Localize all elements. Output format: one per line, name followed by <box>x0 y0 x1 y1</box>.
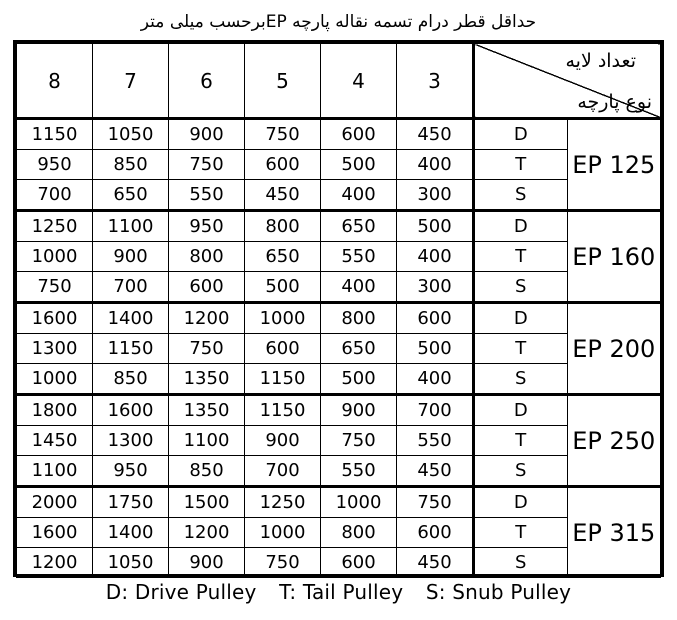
fabric-type-cell: EP 200 <box>567 303 661 395</box>
diameter-cell: 500 <box>321 150 397 180</box>
diameter-cell: 1250 <box>17 211 93 242</box>
diameter-cell: 600 <box>321 548 397 578</box>
diameter-cell: 650 <box>321 211 397 242</box>
table-row <box>17 119 661 150</box>
diameter-cell: 900 <box>169 548 245 578</box>
diameter-cell: 600 <box>169 272 245 303</box>
diameter-cell: 1150 <box>245 395 321 426</box>
diameter-cell: 1200 <box>169 303 245 334</box>
diameter-cell: 700 <box>397 395 474 426</box>
diameter-cell: 600 <box>245 334 321 364</box>
diameter-cell: 1000 <box>245 518 321 548</box>
diameter-cell: 750 <box>169 150 245 180</box>
diameter-cell: 800 <box>321 518 397 548</box>
table-row <box>17 456 661 487</box>
pulley-code-cell: T <box>474 334 568 364</box>
diameter-cell: 400 <box>397 150 474 180</box>
header-row <box>17 44 661 119</box>
diameter-cell: 800 <box>169 242 245 272</box>
diameter-cell: 1600 <box>93 395 169 426</box>
diameter-cell: 450 <box>397 456 474 487</box>
data-table <box>16 43 661 578</box>
table-row <box>17 364 661 395</box>
diameter-cell: 400 <box>397 364 474 395</box>
table-row <box>17 518 661 548</box>
table-row <box>17 395 661 426</box>
diameter-cell: 450 <box>397 119 474 150</box>
diameter-cell: 900 <box>245 426 321 456</box>
diameter-cell: 1150 <box>93 334 169 364</box>
diameter-cell: 650 <box>321 334 397 364</box>
layer-header-3: 3 <box>397 44 474 119</box>
legend-snub: S: Snub Pulley <box>425 580 572 604</box>
corner-header <box>474 44 661 119</box>
pulley-code-cell: S <box>474 548 568 578</box>
fabric-type-cell: EP 315 <box>567 487 661 578</box>
diameter-cell: 1000 <box>17 364 93 395</box>
diameter-cell: 500 <box>397 211 474 242</box>
pulley-code-cell: D <box>474 395 568 426</box>
layer-header-8: 8 <box>17 44 93 119</box>
diameter-cell: 950 <box>169 211 245 242</box>
diameter-cell: 900 <box>321 395 397 426</box>
table-row <box>17 272 661 303</box>
diameter-cell: 1300 <box>17 334 93 364</box>
pulley-code-cell: S <box>474 272 568 303</box>
diameter-cell: 1200 <box>169 518 245 548</box>
diameter-cell: 1500 <box>169 487 245 518</box>
diameter-cell: 900 <box>93 242 169 272</box>
legend-drive: D: Drive Pulley <box>105 580 257 604</box>
diameter-cell: 1750 <box>93 487 169 518</box>
diameter-cell: 400 <box>321 180 397 211</box>
pulley-code-cell: S <box>474 456 568 487</box>
diameter-cell: 400 <box>397 242 474 272</box>
table-row <box>17 487 661 518</box>
drum-diameter-table <box>13 40 664 577</box>
diameter-cell: 450 <box>245 180 321 211</box>
pulley-code-cell: D <box>474 119 568 150</box>
table-row <box>17 334 661 364</box>
pulley-code-cell: S <box>474 364 568 395</box>
diameter-cell: 650 <box>245 242 321 272</box>
diameter-cell: 700 <box>93 272 169 303</box>
diameter-cell: 1800 <box>17 395 93 426</box>
diameter-cell: 750 <box>397 487 474 518</box>
diameter-cell: 1450 <box>17 426 93 456</box>
diameter-cell: 1250 <box>245 487 321 518</box>
table-body <box>17 44 661 578</box>
diameter-cell: 1000 <box>245 303 321 334</box>
diameter-cell: 1400 <box>93 518 169 548</box>
diameter-cell: 750 <box>245 119 321 150</box>
table-row <box>17 303 661 334</box>
pulley-code-cell: D <box>474 487 568 518</box>
table-title: حداقل قطر درام تسمه نقاله پارچه EPبرحسب میلی متر <box>140 12 537 32</box>
diameter-cell: 300 <box>397 272 474 303</box>
layer-header-5: 5 <box>245 44 321 119</box>
diameter-cell: 850 <box>93 150 169 180</box>
fabric-type-label: نوع پارچه <box>577 91 652 113</box>
diameter-cell: 1150 <box>17 119 93 150</box>
diameter-cell: 700 <box>17 180 93 211</box>
table-row <box>17 150 661 180</box>
diameter-cell: 750 <box>321 426 397 456</box>
diameter-cell: 950 <box>93 456 169 487</box>
table-row <box>17 426 661 456</box>
fabric-type-cell: EP 160 <box>567 211 661 303</box>
diameter-cell: 600 <box>397 518 474 548</box>
pulley-code-cell: T <box>474 150 568 180</box>
pulley-legend <box>0 580 677 604</box>
diameter-cell: 500 <box>245 272 321 303</box>
diameter-cell: 1400 <box>93 303 169 334</box>
diameter-cell: 1350 <box>169 364 245 395</box>
diameter-cell: 300 <box>397 180 474 211</box>
diameter-cell: 550 <box>321 456 397 487</box>
diameter-cell: 1000 <box>321 487 397 518</box>
diameter-cell: 600 <box>321 119 397 150</box>
diameter-cell: 750 <box>245 548 321 578</box>
diameter-cell: 650 <box>93 180 169 211</box>
table-row <box>17 548 661 578</box>
diameter-cell: 1600 <box>17 303 93 334</box>
pulley-code-cell: D <box>474 211 568 242</box>
diameter-cell: 750 <box>17 272 93 303</box>
diameter-cell: 1050 <box>93 548 169 578</box>
diameter-cell: 1100 <box>169 426 245 456</box>
table-row <box>17 180 661 211</box>
diameter-cell: 1100 <box>17 456 93 487</box>
fabric-type-cell: EP 125 <box>567 119 661 211</box>
table-row <box>17 242 661 272</box>
diameter-cell: 400 <box>321 272 397 303</box>
legend-tail: T: Tail Pulley <box>279 580 404 604</box>
pulley-code-cell: T <box>474 518 568 548</box>
diameter-cell: 550 <box>397 426 474 456</box>
layer-count-label: تعداد لایه <box>565 50 636 72</box>
diameter-cell: 500 <box>397 334 474 364</box>
diameter-cell: 1000 <box>17 242 93 272</box>
diameter-cell: 1350 <box>169 395 245 426</box>
diameter-cell: 2000 <box>17 487 93 518</box>
diameter-cell: 1200 <box>17 548 93 578</box>
diameter-cell: 550 <box>321 242 397 272</box>
diameter-cell: 800 <box>321 303 397 334</box>
diameter-cell: 850 <box>169 456 245 487</box>
layer-header-6: 6 <box>169 44 245 119</box>
diameter-cell: 600 <box>397 303 474 334</box>
diameter-cell: 500 <box>321 364 397 395</box>
layer-header-7: 7 <box>93 44 169 119</box>
pulley-code-cell: T <box>474 426 568 456</box>
pulley-code-cell: S <box>474 180 568 211</box>
diameter-cell: 1050 <box>93 119 169 150</box>
pulley-code-cell: T <box>474 242 568 272</box>
diameter-cell: 850 <box>93 364 169 395</box>
pulley-code-cell: D <box>474 303 568 334</box>
diameter-cell: 450 <box>397 548 474 578</box>
diameter-cell: 900 <box>169 119 245 150</box>
diameter-cell: 1600 <box>17 518 93 548</box>
fabric-type-cell: EP 250 <box>567 395 661 487</box>
diameter-cell: 950 <box>17 150 93 180</box>
diameter-cell: 800 <box>245 211 321 242</box>
diameter-cell: 700 <box>245 456 321 487</box>
layer-header-4: 4 <box>321 44 397 119</box>
diameter-cell: 550 <box>169 180 245 211</box>
diameter-cell: 750 <box>169 334 245 364</box>
diameter-cell: 1100 <box>93 211 169 242</box>
diameter-cell: 1300 <box>93 426 169 456</box>
diameter-cell: 1150 <box>245 364 321 395</box>
table-row <box>17 211 661 242</box>
diameter-cell: 600 <box>245 150 321 180</box>
